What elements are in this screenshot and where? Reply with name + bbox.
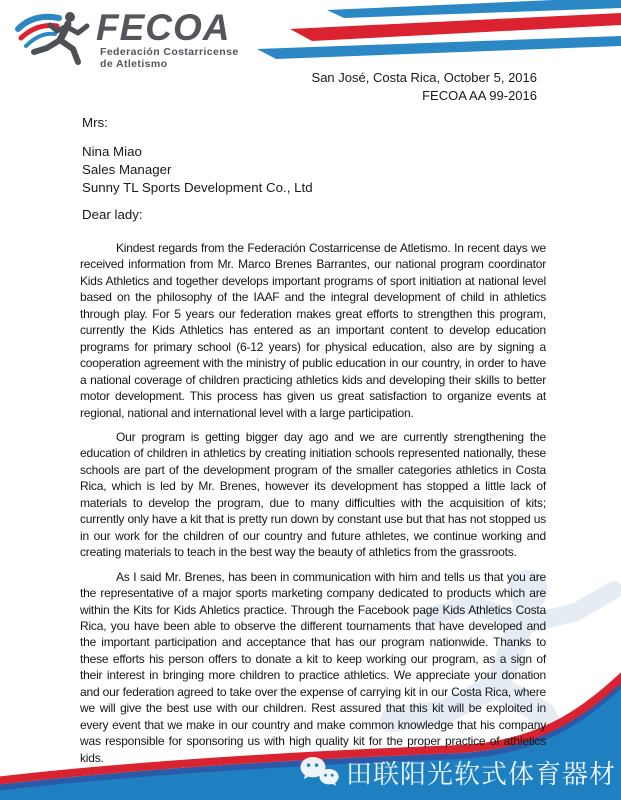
- letter-body: [80, 240, 546, 774]
- footer-watermark-text: 田联阳光软式体育器材: [345, 759, 616, 789]
- reference-number: FECOA AA 99-2016: [422, 88, 537, 103]
- runner-icon: [14, 8, 94, 70]
- letter-paragraph: Kindest regards from the Federación Costarricense de Atletismo. In recent days we received information from Mr. Marco Brenes Barrantes, our national program coordinator Kids Athletics and together develops important programs of sport initiation at national level based on the philosophy of the IAAF and the integral development of child in athletics through play. For 5 years our federation makes great efforts to strengthen this program, currently the Kids Athletics has entered as an important content to develop education programs for primary school (6-12 years) for physical education, also are by signing a cooperation agreement with the ministry of public education in our country, in order to have a national coverage of children practicing athletics kids and developing their skills to better motor development. This process has given us great satisfaction to organize events at regional, national and international level with a large participation.: [80, 241, 546, 420]
- wechat-icon: [299, 756, 339, 789]
- greeting: Dear lady:: [82, 207, 143, 222]
- recipient-block: [82, 114, 313, 224]
- logo-acronym: FECOA: [96, 7, 231, 48]
- letter-paragraph: Our program is getting bigger day ago and we are currently strengthening the education of children in athletics by creating initiation schools represented nationally, these schools are part of the development program of the smaller categories athletics in Costa Rica, which is led by Mr. Brenes, however its development has stopped a little lack of materials to develop the program, due to many difficulties with the acquisition of kits; currently only have a kit that is pretty run down by constant use but that has not stopped us in our work for the children of our country and future athletes, we continue working and creating materials to teach in the best way the beauty of athletics from the grassroots.: [80, 429, 546, 560]
- dateline: [312, 69, 537, 105]
- logo-name-line1: Federación Costarricense: [100, 46, 239, 58]
- letter-paragraph: As I said Mr. Brenes, has been in communication with him and tells us that you are the representative of a major sports marketing company dedicated to products which are within the Kits for Kids Ahletics practice. Through the Facebook page Kids Athletics Costa Rica, you have been able to observe the different tournaments that have developed and the important participation and acceptance that has our program nationwide. Thanks to these efforts his person offers to donate a kit to keep working our program, as a sign of their interest in bringing more children to practice athletics. We appreciate your donation and our federation agreed to take over the expense of carrying kit in our Costa Rica, where we will give the best use with our children. Rest assured that this kit will be exploited in every event that we make in our country and make common knowledge that his company was responsible for sponsoring us with high quality kit for the proper practice of athletics kids.: [80, 569, 546, 765]
- recipient-name: Nina Miao: [82, 144, 142, 159]
- recipient-title: Sales Manager: [82, 162, 172, 177]
- footer-brand: [299, 754, 616, 791]
- fecoa-logo: [14, 8, 239, 70]
- logo-name-line2: de Atletismo: [100, 58, 168, 70]
- salutation-prefix: Mrs:: [82, 115, 108, 130]
- recipient-company: Sunny TL Sports Development Co., Ltd: [82, 180, 313, 195]
- date-line: San José, Costa Rica, October 5, 2016: [311, 70, 537, 85]
- header-stripes: [250, 0, 621, 70]
